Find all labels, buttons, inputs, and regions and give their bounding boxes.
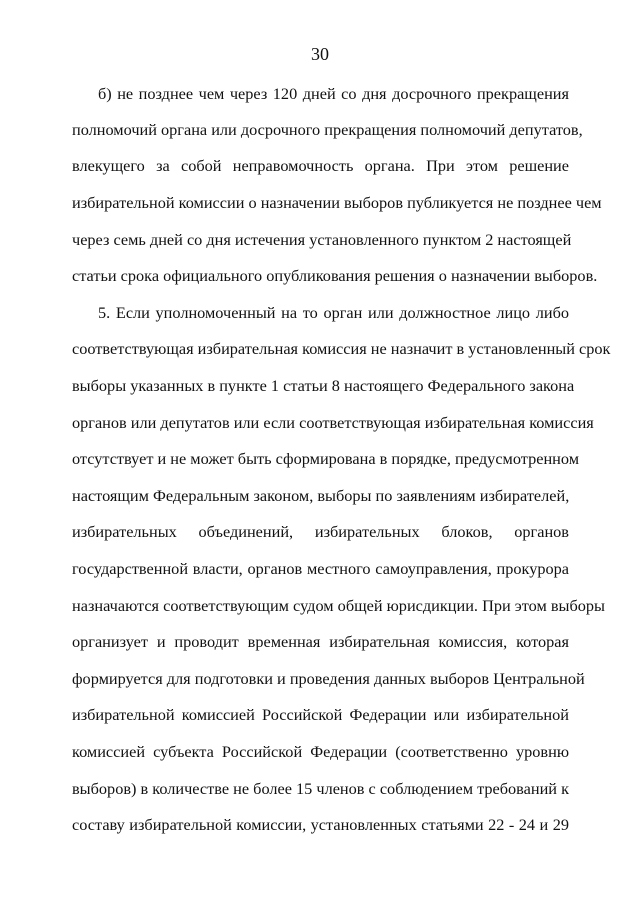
text-line: соответствующая избирательная комиссия не назначит в установленный срок: [72, 339, 611, 358]
text-line: через семь дней со дня истечения установленного пунктом 2 настоящей: [72, 230, 572, 249]
text-line: статьи срока официального опубликования решения о назначении выборов.: [72, 266, 598, 285]
text-line: формируется для подготовки и проведения данных выборов Центральной: [72, 669, 585, 688]
page-number: 30: [311, 44, 329, 64]
text-line: отсутствует и не может быть сформирована в порядке, предусмотренном: [72, 449, 580, 468]
text-line: избирательных объединений, избирательных блоков, органов: [72, 522, 569, 541]
text-line: комиссией субъекта Российской Федерации (соответственно уровню: [72, 742, 569, 761]
text-line: избирательной комиссии о назначении выборов публикуется не позднее чем: [72, 193, 602, 212]
text-line: органов или депутатов или если соответствующая избирательная комиссия: [72, 413, 594, 432]
text-line: влекущего за собой неправомочность органа. При этом решение: [72, 156, 569, 175]
text-line: назначаются соответствующим судом общей юрисдикции. При этом выборы: [72, 596, 605, 615]
text-line: составу избирательной комиссии, установленных статьями 22 - 24 и 29: [72, 815, 569, 834]
text-line: б) не позднее чем через 120 дней со дня досрочного прекращения: [98, 84, 569, 103]
text-line: выборы указанных в пункте 1 статьи 8 настоящего Федерального закона: [72, 376, 575, 395]
text-line: настоящим Федеральным законом, выборы по заявлениям избирателей,: [72, 486, 570, 505]
text-line: избирательной комиссией Российской Федерации или избирательной: [72, 705, 569, 724]
text-line: выборов) в количестве не более 15 членов с соблюдением требований к: [72, 779, 569, 798]
text-line: полномочий органа или досрочного прекращения полномочий депутатов,: [72, 120, 583, 139]
text-line: организует и проводит временная избирательная комиссия, которая: [72, 632, 569, 651]
text-line: 5. Если уполномоченный на то орган или должностное лицо либо: [98, 303, 569, 322]
text-line: государственной власти, органов местного самоуправления, прокурора: [72, 559, 569, 578]
